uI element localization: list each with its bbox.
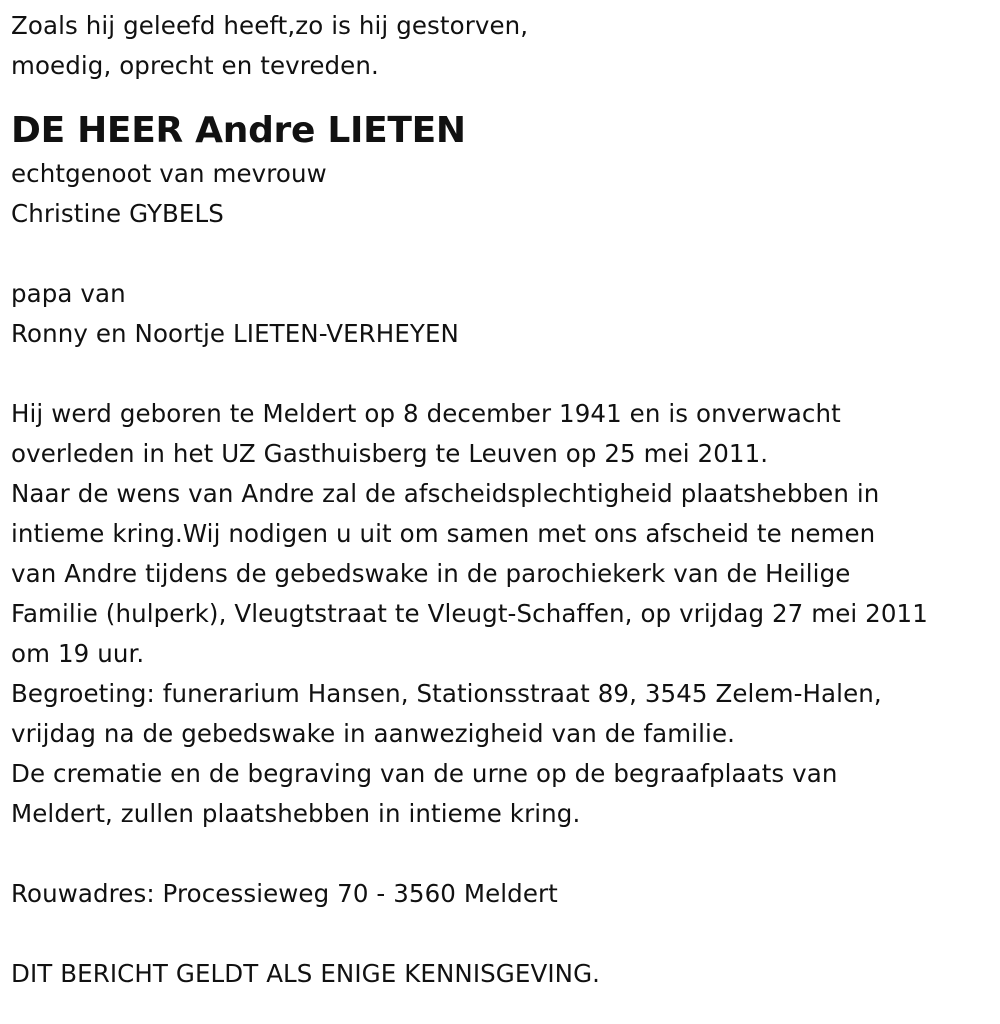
body-line: om 19 uur. [11,639,145,668]
body-line: Familie (hulperk), Vleugtstraat te Vleugt-Schaffen, op vrijdag 27 mei 2011 [11,599,928,628]
body-line: Naar de wens van Andre zal de afscheidsplechtigheid plaatshebben in [11,479,880,508]
spouse-intro: echtgenoot van mevrouw [11,159,327,188]
body-line: intieme kring.Wij nodigen u uit om samen met ons afscheid te nemen [11,519,876,548]
body-line: van Andre tijdens de gebedswake in de parochiekerk van de Heilige [11,559,851,588]
spacer [11,354,996,394]
body-line: Meldert, zullen plaatshebben in intieme kring. [11,799,581,828]
mourning-address: Rouwadres: Processieweg 70 - 3560 Meldert [11,879,558,908]
body-line: Begroeting: funerarium Hansen, Stationsstraat 89, 3545 Zelem-Halen, [11,679,882,708]
spacer [11,234,996,274]
body-line: overleden in het UZ Gasthuisberg te Leuven op 25 mei 2011. [11,439,769,468]
body-line: vrijdag na de gebedswake in aanwezigheid van de familie. [11,719,736,748]
children-names: Ronny en Noortje LIETEN-VERHEYEN [11,319,459,348]
body-line: De crematie en de begraving van de urne op de begraafplaats van [11,759,838,788]
deceased-name-heading: DE HEER Andre LIETEN [11,110,466,151]
spacer [11,914,996,954]
obituary-notice [11,6,996,994]
body-line: Hij werd geboren te Meldert op 8 december 1941 en is onverwacht [11,399,841,428]
verse-line-2: moedig, oprecht en tevreden. [11,51,379,80]
spacer [11,834,996,874]
verse-line-1: Zoals hij geleefd heeft,zo is hij gestorven, [11,11,529,40]
children-intro: papa van [11,279,126,308]
spouse-name: Christine GYBELS [11,199,224,228]
notice-statement: DIT BERICHT GELDT ALS ENIGE KENNISGEVING. [11,959,601,988]
